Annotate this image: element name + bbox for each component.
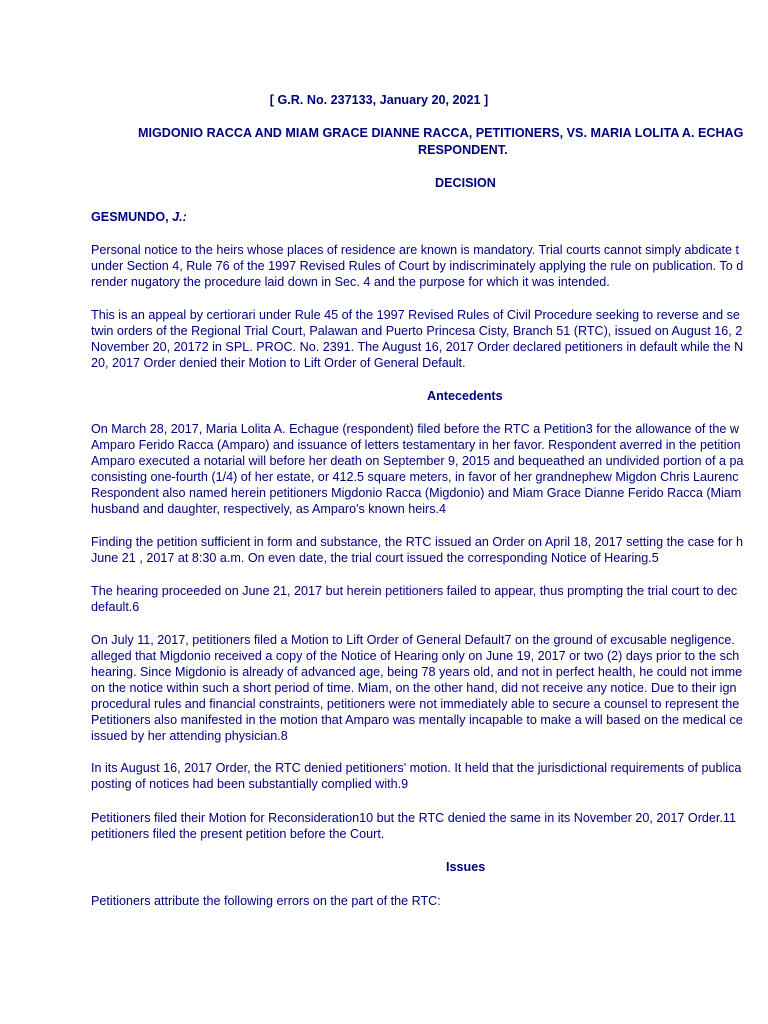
text-line: under Section 4, Rule 76 of the 1997 Revised Rules of Court by indiscriminately applying the rule on publication. To d [91,259,744,273]
text-line: procedural rules and financial constraints, petitioners were not immediately able to secure a counsel to represent the [91,697,740,711]
author-title: J.: [172,210,187,224]
antecedent-paragraph-1 [91,421,744,517]
text-line: hearing. Since Migdonio is already of advanced age, being 78 years old, and not in perfect health, he could not imme [91,665,743,679]
text-line: posting of notices had been substantially complied with.9 [91,777,409,791]
antecedent-paragraph-5 [91,760,741,792]
antecedent-paragraph-3 [91,583,737,615]
text-line: consisting one-fourth (1/4) of her estate, or 412.5 square meters, in favor of her grandnephew Migdon Chris Laurenc [91,470,739,484]
text-line: Respondent also named herein petitioners Migdonio Racca (Migdonio) and Miam Grace Dianne Ferido Racca (Miam [91,486,742,500]
text-line: Petitioners filed their Motion for Reconsideration10 but the RTC denied the same in its November 20, 2017 Order.11 [91,811,736,825]
intro-paragraph-2 [91,307,743,371]
text-line: petitioners filed the present petition before the Court. [91,827,385,841]
text-line: On March 28, 2017, Maria Lolita A. Echague (respondent) filed before the RTC a Petition3 for the allowance of the w [91,422,740,436]
text-line: Personal notice to the heirs whose places of residence are known is mandatory. Trial courts cannot simply abdicate t [91,243,739,257]
text-line: June 21 , 2017 at 8:30 a.m. On even date, the trial court issued the corresponding Notice of Hearing.5 [91,551,659,565]
text-line: default.6 [91,600,140,614]
parties-line-1: MIGDONIO RACCA AND MIAM GRACE DIANNE RACCA, PETITIONERS, VS. MARIA LOLITA A. ECHAG [138,126,744,140]
antecedent-paragraph-4 [91,632,743,744]
text-line: 20, 2017 Order denied their Motion to Lift Order of General Default. [91,356,466,370]
text-line: Petitioners attribute the following errors on the part of the RTC: [91,894,441,908]
parties-title [91,125,768,159]
text-line: twin orders of the Regional Trial Court, Palawan and Puerto Princesa Cisty, Branch 51 (RTC), issued on August 16, 2 [91,324,743,338]
text-line: This is an appeal by certiorari under Rule 45 of the 1997 Revised Rules of Civil Procedure seeking to reverse and se [91,308,740,322]
text-line: November 20, 20172 in SPL. PROC. No. 2391. The August 16, 2017 Order declared petitioners in default while the N [91,340,744,354]
text-line: Petitioners also manifested in the motion that Amparo was mentally incapable to make a will based on the medical ce [91,713,743,727]
text-line: In its August 16, 2017 Order, the RTC denied petitioners' motion. It held that the jurisdictional requirements of publica [91,761,742,775]
decision-heading: DECISION [435,176,496,190]
text-line: Amparo Ferido Racca (Amparo) and issuance of letters testamentary in her favor. Respondent averred in the petition [91,438,741,452]
text-line: On July 11, 2017, petitioners filed a Motion to Lift Order of General Default7 on the ground of excusable negligence. [91,633,735,647]
issues-intro [91,893,441,909]
antecedent-paragraph-2 [91,534,743,566]
text-line: render nugatory the procedure laid down in Sec. 4 and the purpose for which it was intended. [91,275,610,289]
text-line: Amparo executed a notarial will before her death on September 9, 2015 and bequeathed an undivided portion of a pa [91,454,744,468]
text-line: Finding the petition sufficient in form and substance, the RTC issued an Order on April 18, 2017 setting the case for h [91,535,743,549]
parties-line-2: RESPONDENT. [418,143,508,157]
text-line: alleged that Migdonio received a copy of the Notice of Hearing only on June 19, 2017 or two (2) days prior to the sch [91,649,740,663]
issues-heading: Issues [446,860,486,874]
text-line: The hearing proceeded on June 21, 2017 but herein petitioners failed to appear, thus prompting the trial court to dec [91,584,738,598]
antecedents-heading: Antecedents [427,389,503,403]
intro-paragraph-1 [91,242,743,290]
ponente [91,209,187,225]
text-line: husband and daughter, respectively, as Amparo's known heirs.4 [91,502,447,516]
case-number: [ G.R. No. 237133, January 20, 2021 ] [269,93,489,107]
antecedent-paragraph-6 [91,810,736,842]
author-name: GESMUNDO, [91,210,173,224]
text-line: on the notice within such a short period of time. Miam, on the other hand, did not receive any notice. Due to their ign [91,681,737,695]
text-line: issued by her attending physician.8 [91,729,288,743]
